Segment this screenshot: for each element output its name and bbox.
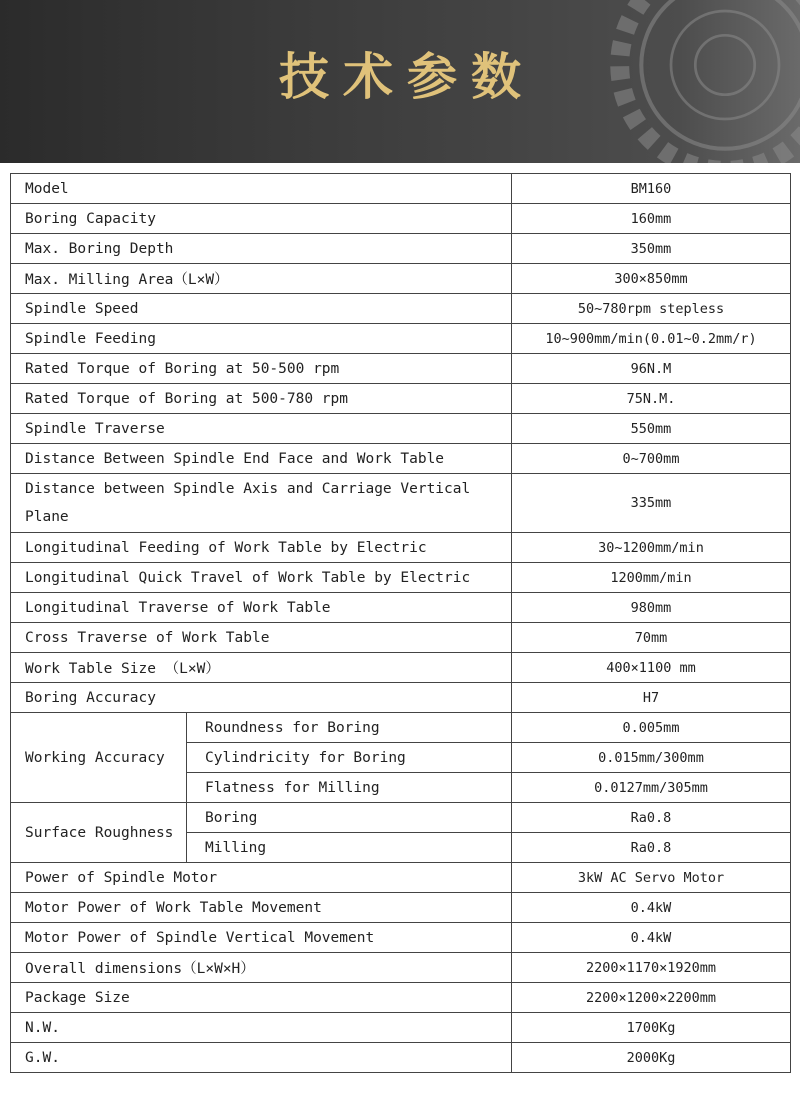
spec-value: 0~700mm [512, 444, 791, 474]
spec-label: Package Size [11, 983, 512, 1013]
header-banner [0, 0, 800, 163]
spec-label: Motor Power of Work Table Movement [11, 893, 512, 923]
table-row [11, 294, 791, 324]
table-row [11, 953, 791, 983]
spec-label: Spindle Feeding [11, 324, 512, 354]
table-row [11, 893, 791, 923]
spec-value: 0.005mm [512, 713, 791, 743]
table-row [11, 1013, 791, 1043]
spec-label: Longitudinal Traverse of Work Table [11, 593, 512, 623]
spec-value: 1200mm/min [512, 563, 791, 593]
spec-value: Ra0.8 [512, 833, 791, 863]
table-row [11, 474, 791, 533]
spec-value: BM160 [512, 174, 791, 204]
spec-sublabel: Flatness for Milling [187, 773, 512, 803]
spec-value: 96N.M [512, 354, 791, 384]
table-row [11, 563, 791, 593]
spec-value: 160mm [512, 204, 791, 234]
table-row [11, 593, 791, 623]
working-accuracy-label: Working Accuracy [11, 713, 187, 803]
spec-label: Distance between Spindle Axis and Carriage Vertical Plane [11, 474, 512, 533]
spec-value: 1700Kg [512, 1013, 791, 1043]
spec-value: 30~1200mm/min [512, 533, 791, 563]
spec-label: G.W. [11, 1043, 512, 1073]
spec-value: 3kW AC Servo Motor [512, 863, 791, 893]
spec-value: 0.4kW [512, 923, 791, 953]
spec-label: Model [11, 174, 512, 204]
table-row [11, 324, 791, 354]
spec-label: Longitudinal Quick Travel of Work Table by Electric [11, 563, 512, 593]
spec-label: Work Table Size （L×W） [11, 653, 512, 683]
spec-value: Ra0.8 [512, 803, 791, 833]
spec-sublabel: Boring [187, 803, 512, 833]
spec-label: Boring Accuracy [11, 683, 512, 713]
spec-label: Distance Between Spindle End Face and Work Table [11, 444, 512, 474]
spec-value: 2000Kg [512, 1043, 791, 1073]
spec-sublabel: Roundness for Boring [187, 713, 512, 743]
table-row [11, 803, 791, 833]
spec-value: 300×850mm [512, 264, 791, 294]
spec-value: 550mm [512, 414, 791, 444]
spec-sublabel: Milling [187, 833, 512, 863]
table-row [11, 354, 791, 384]
table-row [11, 204, 791, 234]
spec-value: 350mm [512, 234, 791, 264]
table-row [11, 923, 791, 953]
spec-label: Boring Capacity [11, 204, 512, 234]
table-row [11, 174, 791, 204]
table-row [11, 264, 791, 294]
spec-label: Max. Boring Depth [11, 234, 512, 264]
table-row [11, 1043, 791, 1073]
spec-value: 10~900mm/min(0.01~0.2mm/r) [512, 324, 791, 354]
spec-value: 400×1100 mm [512, 653, 791, 683]
spec-label: Overall dimensions（L×W×H） [11, 953, 512, 983]
spec-label: Cross Traverse of Work Table [11, 623, 512, 653]
spec-value: 980mm [512, 593, 791, 623]
spec-label: Max. Milling Area（L×W） [11, 264, 512, 294]
spec-value: H7 [512, 683, 791, 713]
table-row [11, 653, 791, 683]
spec-value: 50~780rpm stepless [512, 294, 791, 324]
surface-roughness-label: Surface Roughness [11, 803, 187, 863]
spec-value: 335mm [512, 474, 791, 533]
table-row [11, 384, 791, 414]
spec-value: 0.0127mm/305mm [512, 773, 791, 803]
spec-value: 0.015mm/300mm [512, 743, 791, 773]
table-row [11, 983, 791, 1013]
table-row [11, 863, 791, 893]
table-row [11, 234, 791, 264]
table-row [11, 414, 791, 444]
spec-label: Spindle Speed [11, 294, 512, 324]
spec-value: 2200×1170×1920mm [512, 953, 791, 983]
spec-table [10, 173, 791, 1073]
spec-value: 70mm [512, 623, 791, 653]
spec-value: 0.4kW [512, 893, 791, 923]
spec-label: Power of Spindle Motor [11, 863, 512, 893]
spec-sublabel: Cylindricity for Boring [187, 743, 512, 773]
table-row [11, 713, 791, 743]
spec-value: 75N.M. [512, 384, 791, 414]
spec-value: 2200×1200×2200mm [512, 983, 791, 1013]
spec-label: Motor Power of Spindle Vertical Movement [11, 923, 512, 953]
table-row [11, 623, 791, 653]
table-row [11, 683, 791, 713]
spec-label: N.W. [11, 1013, 512, 1043]
table-row [11, 444, 791, 474]
spec-label: Rated Torque of Boring at 500-780 rpm [11, 384, 512, 414]
page-title: 技术参数 [279, 48, 535, 106]
spec-label: Spindle Traverse [11, 414, 512, 444]
spec-label: Longitudinal Feeding of Work Table by Electric [11, 533, 512, 563]
table-row [11, 533, 791, 563]
spec-label: Rated Torque of Boring at 50-500 rpm [11, 354, 512, 384]
